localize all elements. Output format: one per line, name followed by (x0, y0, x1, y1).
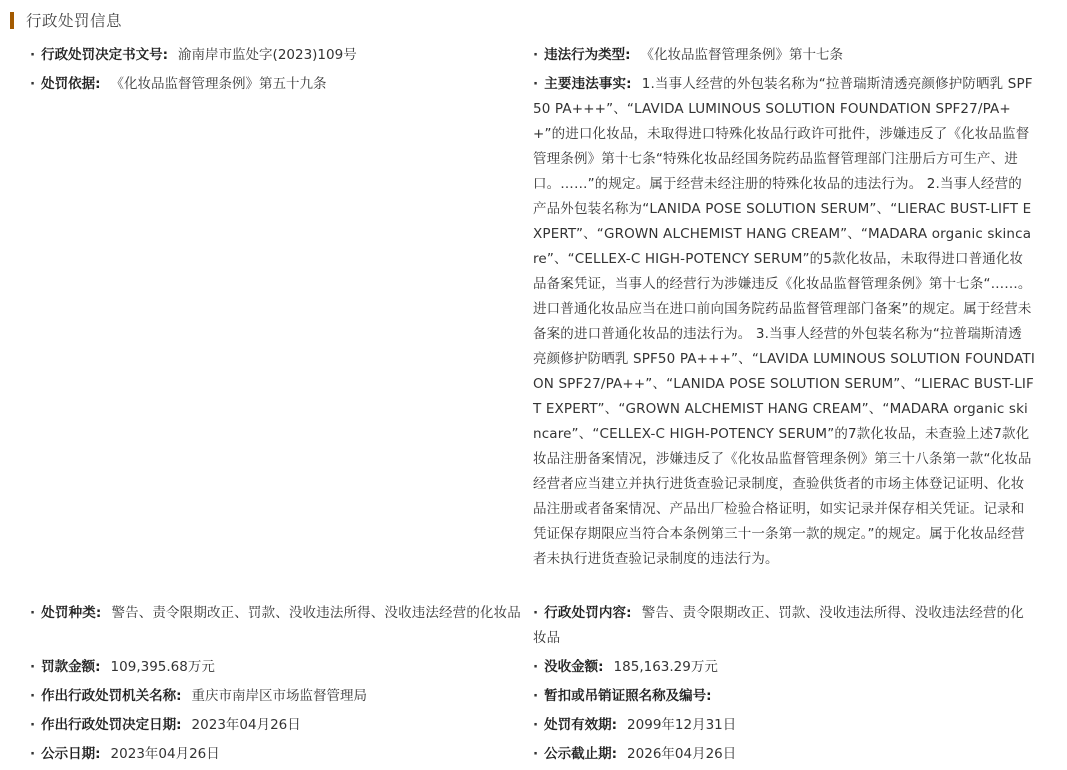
field-authority (30, 684, 530, 709)
field-violation-type (533, 43, 1038, 68)
field-publish-date (30, 742, 530, 767)
field-label: 作出行政处罚机关名称: (41, 688, 182, 704)
bullet: · (533, 47, 539, 63)
bullet: · (533, 605, 539, 621)
bullet: · (30, 717, 36, 733)
section-accent-bar (10, 12, 14, 29)
section-title: 行政处罚信息 (26, 12, 123, 30)
field-label: 行政处罚决定书文号: (41, 47, 169, 63)
bullet: · (533, 659, 539, 675)
bullet: · (533, 688, 539, 704)
field-value: 警告、责令限期改正、罚款、没收违法所得、没收违法经营的化妆品 (533, 605, 1024, 646)
field-label: 主要违法事实: (544, 76, 632, 92)
field-value: 1.当事人经营的外包装名称为“拉普瑞斯清透亮颜修护防晒乳 SPF50 PA+++”、“LAVIDA LUMINOUS SOLUTION FOUNDATION SPF27/PA++”的进口化妆品，未取得进口特殊化妆品行政许可批件，涉嫌违反了《化妆品监督管理条例》第十七条“特殊化妆品经国务院药品监督管理部门注册后方可生产、进口。……”的规定。属于经营未经注册的特殊化妆品的违法行为。 2.当事人经营的产品外包装名称为“LANIDA POSE SOLUTION SERUM”、“LIERAC BUST-LIFT EXPERT”、“GROWN ALCHEMIST HANG CREAM”、“MADARA organic skincare”、“CELLEX-C HIGH-POTENCY SERUM”的5款化妆品，未取得进口普通化妆品备案凭证，当事人的经营行为涉嫌违反《化妆品监督管理条例》第十七条“……。进口普通化妆品应当在进口前向国务院药品监督管理部门备案”的规定。属于经营未备案的进口普通化妆品的违法行为。 3.当事人经营的外包装名称为“拉普瑞斯清透亮颜修护防晒乳 SPF50 PA+++”、“LAVIDA LUMINOUS SOLUTION FOUNDATION SPF27/PA++”、“LANIDA POSE SOLUTION SERUM”、“LIERAC BUST-LIFT EXPERT”、“GROWN ALCHEMIST HANG CREAM”、“MADARA organic skincare”、“CELLEX-C HIGH-POTENCY SERUM”的7款化妆品，未查验上述7款化妆品注册备案情况，涉嫌违反了《化妆品监督管理条例》第三十八条第一款“化妆品经营者应当建立并执行进货查验记录制度，查验供货者的市场主体登记证明、化妆品注册或者备案情况、产品出厂检验合格证明，如实记录并保存相关凭证。记录和凭证保存期限应当符合本条例第三十一条第一款的规定。”的规定。属于化妆品经营者未执行进货查验记录制度的违法行为。 (533, 76, 1035, 567)
bullet: · (30, 746, 36, 762)
field-label: 处罚有效期: (544, 717, 618, 733)
field-value: 2099年12月31日 (627, 717, 737, 733)
field-value: 2023年04月26日 (110, 746, 220, 762)
field-label: 作出行政处罚决定日期: (41, 717, 182, 733)
field-value: 《化妆品监督管理条例》第十七条 (640, 47, 844, 63)
field-label: 处罚种类: (41, 605, 102, 621)
field-value: 2026年04月26日 (627, 746, 737, 762)
field-value: 《化妆品监督管理条例》第五十九条 (110, 76, 327, 92)
field-penalty-content (533, 601, 1035, 651)
field-value: 警告、责令限期改正、罚款、没收违法所得、没收违法经营的化妆品 (111, 605, 521, 621)
field-label: 没收金额: (544, 659, 604, 675)
field-label: 罚款金额: (41, 659, 101, 675)
field-value: 109,395.68万元 (110, 659, 215, 675)
section-header (10, 9, 122, 31)
bullet: · (30, 76, 36, 92)
field-label: 公示日期: (41, 746, 101, 762)
bullet: · (533, 717, 539, 733)
field-label: 处罚依据: (41, 76, 101, 92)
field-label: 公示截止期: (544, 746, 618, 762)
field-label: 行政处罚内容: (544, 605, 632, 621)
field-value: 重庆市南岸区市场监督管理局 (191, 688, 368, 704)
field-penalty-type (30, 601, 525, 626)
bullet: · (30, 605, 36, 621)
bullet: · (533, 76, 539, 92)
bullet: · (30, 659, 36, 675)
bullet: · (30, 47, 36, 63)
field-label: 暂扣或吊销证照名称及编号: (544, 688, 712, 704)
field-publish-end (533, 742, 1038, 767)
field-value: 2023年04月26日 (191, 717, 301, 733)
field-main-facts (533, 72, 1035, 572)
field-doc-number (30, 43, 530, 68)
field-confiscation-amount (533, 655, 1038, 680)
field-value: 渝南岸市监处字(2023)109号 (178, 47, 357, 63)
bullet: · (30, 688, 36, 704)
bullet: · (533, 746, 539, 762)
field-penalty-basis (30, 72, 530, 97)
field-decision-date (30, 713, 530, 738)
field-value: 185,163.29万元 (613, 659, 718, 675)
field-fine-amount (30, 655, 530, 680)
field-license-revoked (533, 684, 1038, 709)
field-label: 违法行为类型: (544, 47, 631, 63)
field-validity (533, 713, 1038, 738)
